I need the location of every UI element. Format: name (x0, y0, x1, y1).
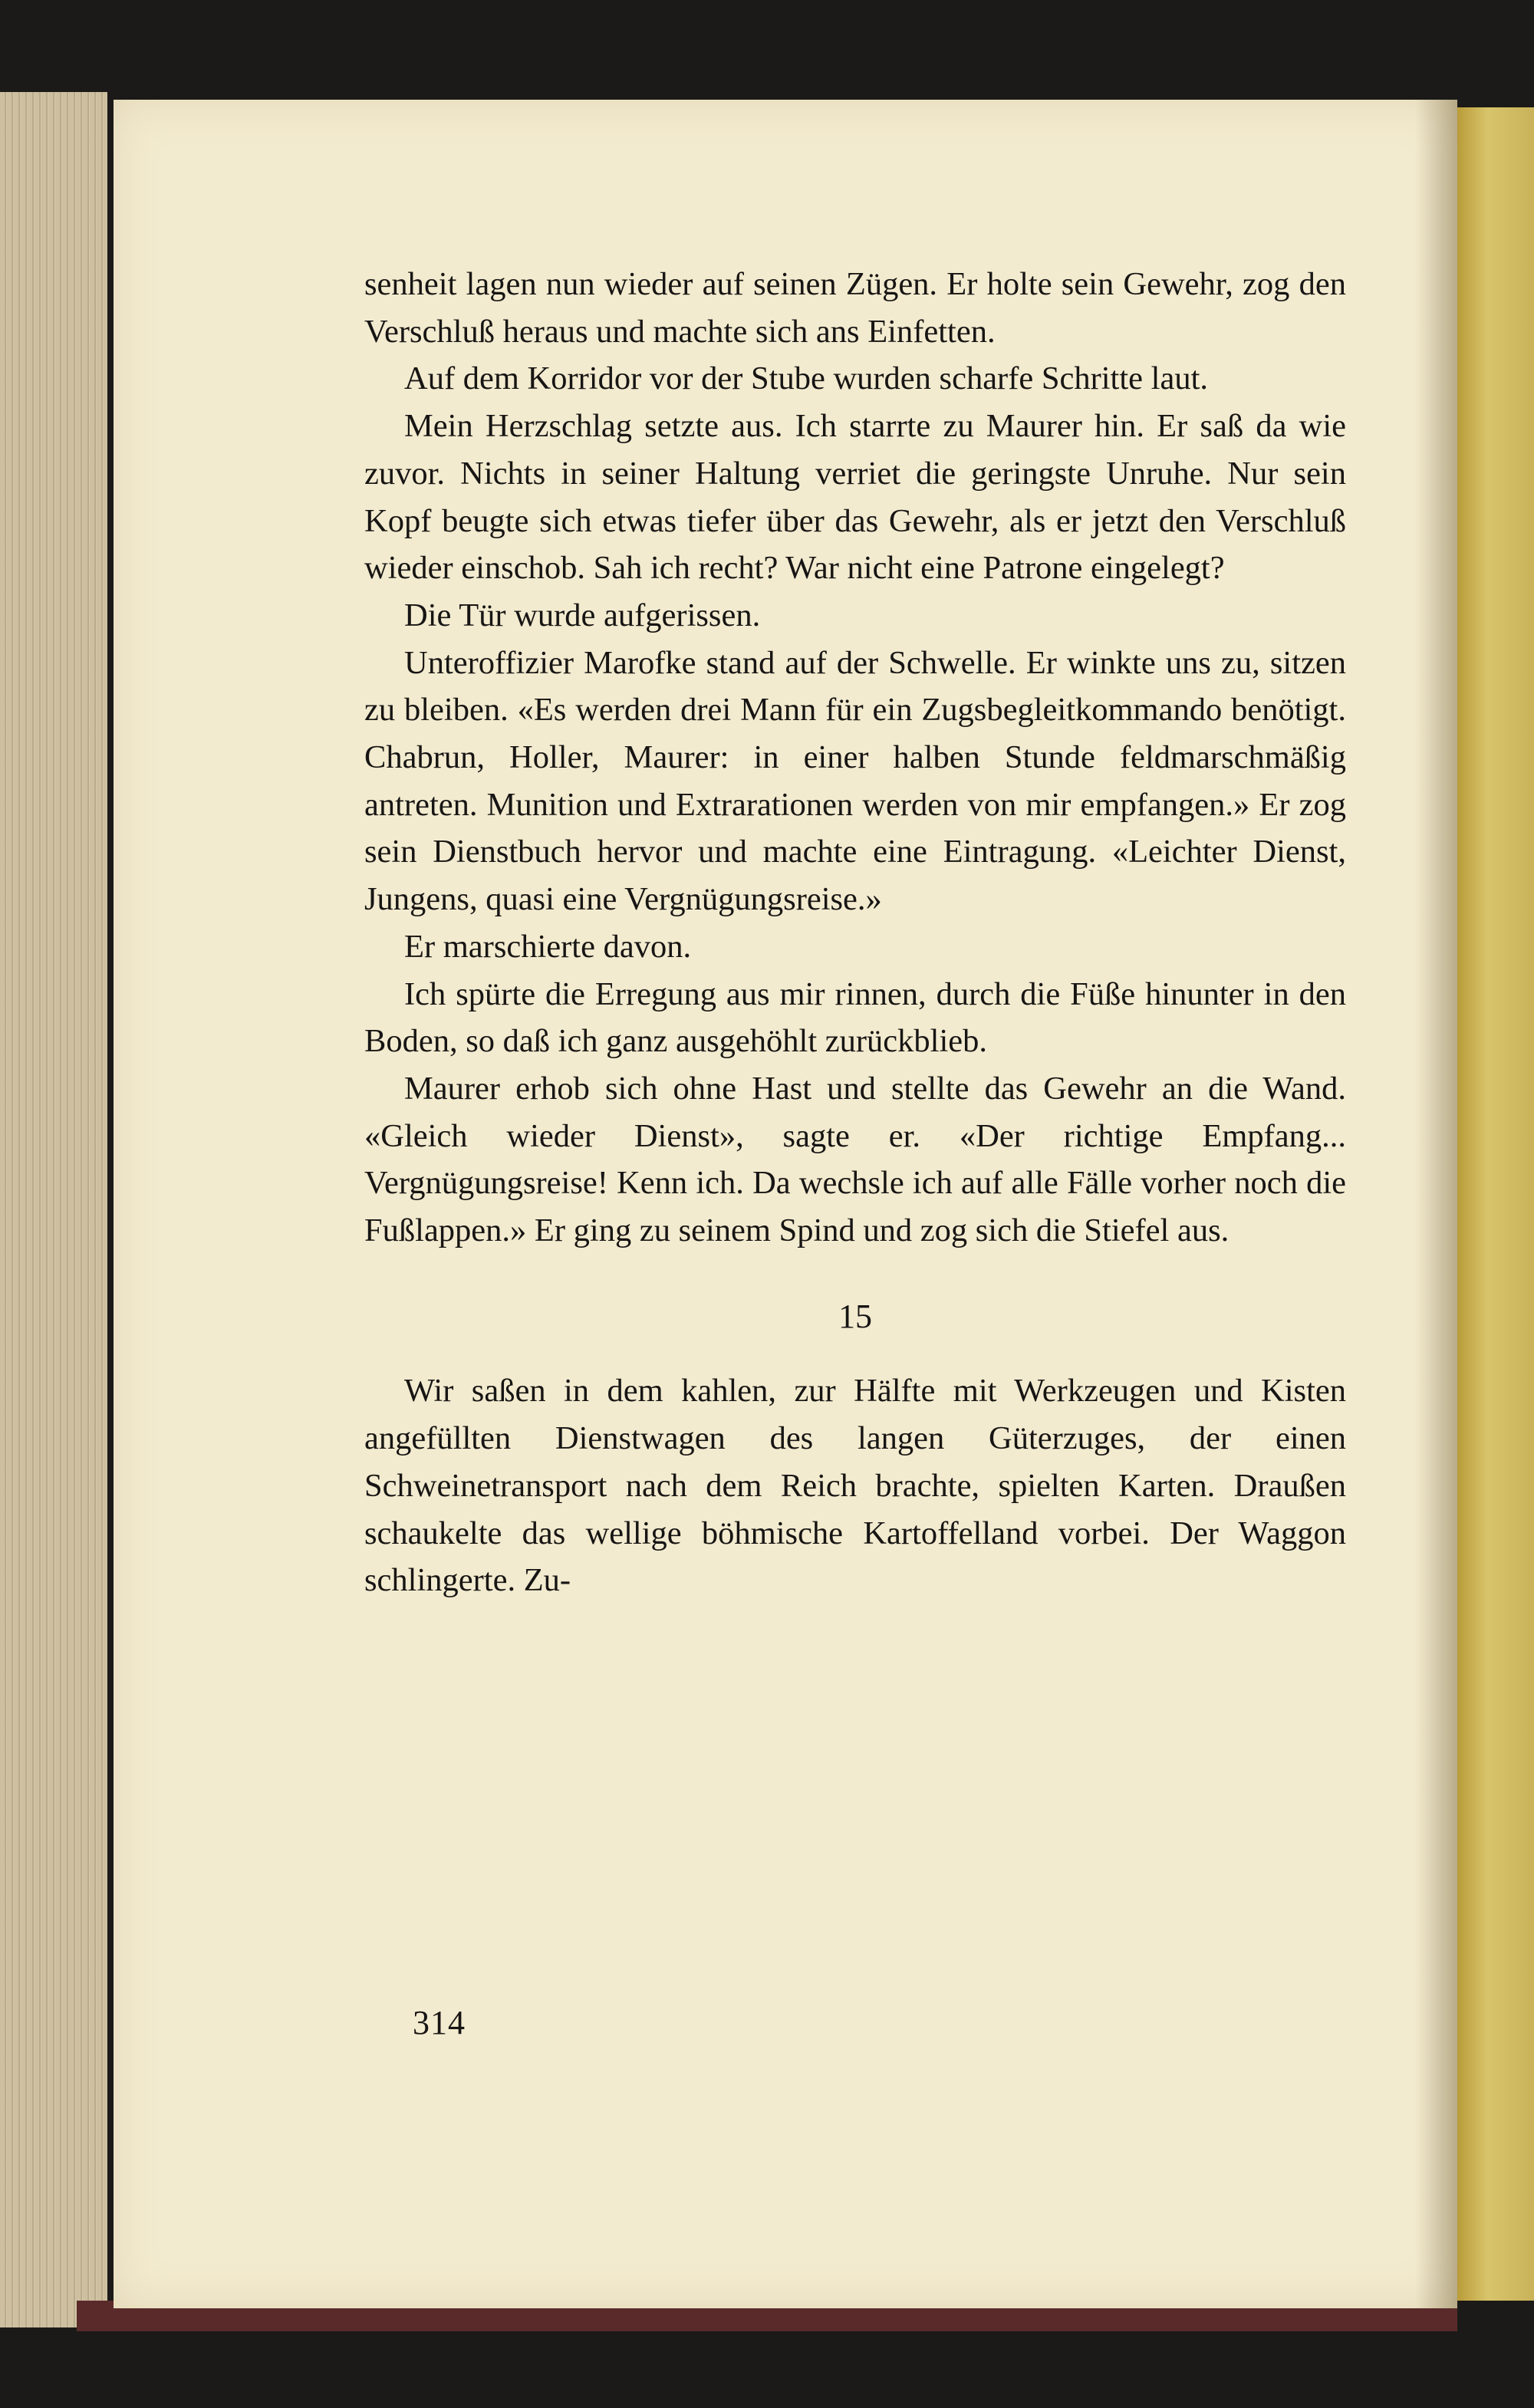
paragraph: Wir saßen in dem kahlen, zur Hälfte mit Werkzeugen und Kisten angefüllten Dienstwagen des langen Güterzuges, der einen Schweinetransport nach dem Reich brachte, spielten Karten. Draußen schaukelte das wellige böhmische Kartoffelland vorbei. Der Waggon schlingerte. Zu- (364, 1373, 1346, 1599)
adjacent-page-edge (1457, 107, 1534, 2301)
chapter-number: 15 (838, 1297, 872, 1335)
page-number: 314 (413, 2004, 466, 2041)
paragraph: Ich spürte die Erregung aus mir rinnen, durch die Füße hinunter in den Boden, so daß ich ganz ausgehöhlt zurückblieb. (364, 975, 1346, 1060)
paragraph: Maurer erhob sich ohne Hast und stellte das Gewehr an die Wand. «Gleich wieder Dienst», sagte er. «Der richtige Empfang... Vergnügungsreise! Kenn ich. Da wechsle ich auf alle Fälle vorher noch die Fußlappen.» Er ging zu seinem Spind und zog sich die Stiefel aus. (364, 1070, 1346, 1249)
book-page-edges (0, 92, 107, 2327)
paragraph: Die Tür wurde aufgerissen. (404, 597, 761, 633)
page-gutter-shadow (1415, 100, 1457, 2308)
paragraph: Mein Herzschlag setzte aus. Ich starrte zu Maurer hin. Er saß da wie zuvor. Nichts in seiner Haltung verriet die geringste Unruhe. Nur sein Kopf beugte sich etwas tiefer über das Gewehr, als er jetzt den Verschluß wieder einschob. Sah ich recht? War nicht eine Patrone eingelegt? (364, 408, 1346, 587)
page-text (364, 261, 1346, 1604)
paragraph: senheit lagen nun wieder auf seinen Zügen. Er holte sein Gewehr, zog den Verschluß heraus und machte sich ans Einfetten. (364, 266, 1346, 350)
paragraph: Unteroffizier Marofke stand auf der Schwelle. Er winkte uns zu, sitzen zu bleiben. «Es werden drei Mann für ein Zugsbegleitkommando benötigt. Chabrun, Holler, Maurer: in einer halben Stunde feldmarschmäßig antreten. Munition und Extrarationen werden von mir empfangen.» Er zog sein Dienstbuch hervor und machte eine Eintragung. «Leichter Dienst, Jungens, quasi eine Vergnügungsreise.» (364, 644, 1346, 918)
paragraph: Auf dem Korridor vor der Stube wurden scharfe Schritte laut. (404, 360, 1209, 397)
paragraph: Er marschierte davon. (404, 928, 692, 965)
